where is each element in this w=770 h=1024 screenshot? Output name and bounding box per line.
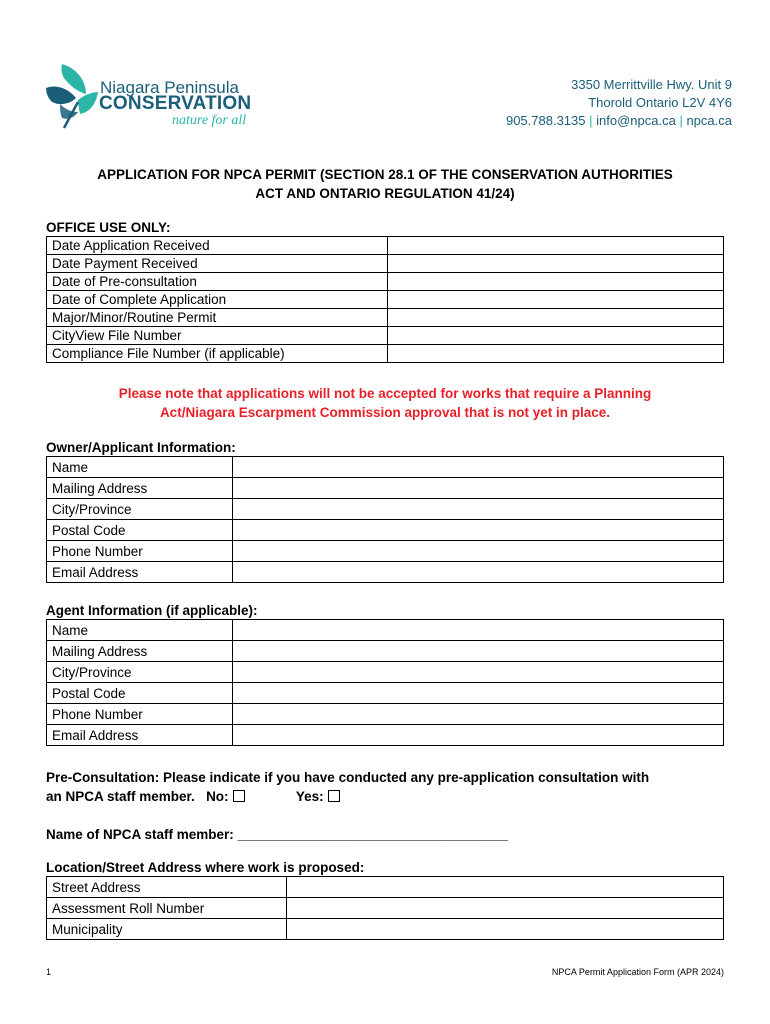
form-title <box>40 165 730 203</box>
agent-row-value-field[interactable] <box>233 620 724 641</box>
staff-name-field[interactable]: ____________________________________ <box>237 827 508 842</box>
agent-row <box>47 725 724 746</box>
agent-row-label: Mailing Address <box>47 641 233 662</box>
owner-row <box>47 520 724 541</box>
owner-row-value-field[interactable] <box>233 457 724 478</box>
agent-row <box>47 641 724 662</box>
org-name-line2: CONSERVATION <box>99 93 252 114</box>
agent-row <box>47 620 724 641</box>
tagline: nature for all <box>172 113 247 128</box>
staff-name-label: Name of NPCA staff member: <box>46 827 234 842</box>
agent-row-label: Phone Number <box>47 704 233 725</box>
agent-row-label: Email Address <box>47 725 233 746</box>
location-row-label: Street Address <box>47 877 287 898</box>
location-label: Location/Street Address where work is proposed: <box>46 860 365 875</box>
office-use-row-label: Date Payment Received <box>47 255 388 273</box>
agent-row-value-field[interactable] <box>233 683 724 704</box>
office-use-row-value-field[interactable] <box>388 255 724 273</box>
location-row-label: Municipality <box>47 919 287 940</box>
agent-row-value-field[interactable] <box>233 662 724 683</box>
location-row-value-field[interactable] <box>287 877 724 898</box>
contact-line: 905.788.3135 | info@npca.ca | npca.ca <box>505 113 732 128</box>
office-use-row-label: Date of Pre-consultation <box>47 273 388 291</box>
owner-row-label: City/Province <box>47 499 233 520</box>
owner-row-value-field[interactable] <box>233 499 724 520</box>
preconsult-question <box>46 768 649 806</box>
notice-line2: Act/Niagara Escarpment Commission approval that is not yet in place. <box>159 405 611 420</box>
agent-row-label: Name <box>47 620 233 641</box>
staff-name-row <box>46 825 508 844</box>
title-line1: APPLICATION FOR NPCA PERMIT (SECTION 28.1 OF THE CONSERVATION AUTHORITIES <box>97 167 673 182</box>
office-use-row-value-field[interactable] <box>388 291 724 309</box>
office-use-row-label: Date Application Received <box>47 237 388 255</box>
phone: 905.788.3135 <box>505 113 586 128</box>
agent-row-label: City/Province <box>47 662 233 683</box>
owner-row <box>47 478 724 499</box>
office-use-row-label: CityView File Number <box>47 327 388 345</box>
yes-checkbox[interactable] <box>328 790 340 802</box>
location-table <box>46 876 724 940</box>
planning-notice <box>40 384 730 422</box>
preconsult-line1: Pre-Consultation: Please indicate if you have conducted any pre-application consultation with <box>46 770 650 785</box>
agent-row <box>47 662 724 683</box>
owner-table <box>46 456 724 583</box>
office-use-row <box>47 291 724 309</box>
office-use-row-value-field[interactable] <box>388 273 724 291</box>
owner-row <box>47 562 724 583</box>
preconsult-line2: an NPCA staff member. No: Yes: <box>46 787 649 806</box>
page-number: 1 <box>46 967 52 977</box>
office-use-row <box>47 273 724 291</box>
owner-row-label: Email Address <box>47 562 233 583</box>
office-use-row <box>47 237 724 255</box>
agent-row <box>47 704 724 725</box>
office-use-row-label: Date of Complete Application <box>47 291 388 309</box>
agent-table <box>46 619 724 746</box>
agent-row-value-field[interactable] <box>233 641 724 662</box>
address-line2: Thorold Ontario L2V 4Y6 <box>588 95 732 110</box>
owner-row-label: Phone Number <box>47 541 233 562</box>
owner-row-value-field[interactable] <box>233 541 724 562</box>
website-link[interactable]: npca.ca <box>686 113 732 128</box>
agent-label: Agent Information (if applicable): <box>46 603 258 618</box>
office-use-row-value-field[interactable] <box>388 309 724 327</box>
owner-row-label: Mailing Address <box>47 478 233 499</box>
no-checkbox[interactable] <box>233 790 245 802</box>
title-line2: ACT AND ONTARIO REGULATION 41/24) <box>255 186 515 201</box>
office-use-label: OFFICE USE ONLY: <box>46 220 171 235</box>
office-use-row-label: Compliance File Number (if applicable) <box>47 345 388 363</box>
location-row <box>47 919 724 940</box>
address-line1: 3350 Merrittville Hwy. Unit 9 <box>571 77 732 92</box>
owner-label: Owner/Applicant Information: <box>46 440 236 455</box>
agent-row-label: Postal Code <box>47 683 233 704</box>
location-row-value-field[interactable] <box>287 919 724 940</box>
owner-row-value-field[interactable] <box>233 478 724 499</box>
owner-row <box>47 499 724 520</box>
owner-row-label: Postal Code <box>47 520 233 541</box>
org-name-line1: Niagara Peninsula <box>100 78 239 97</box>
location-row <box>47 877 724 898</box>
location-row <box>47 898 724 919</box>
form-id: NPCA Permit Application Form (APR 2024) <box>551 967 724 977</box>
office-use-row <box>47 327 724 345</box>
contact-block <box>506 76 732 130</box>
office-use-row-value-field[interactable] <box>388 345 724 363</box>
location-row-value-field[interactable] <box>287 898 724 919</box>
owner-row <box>47 541 724 562</box>
no-label: No: <box>206 789 229 804</box>
office-use-row <box>47 309 724 327</box>
office-use-row-value-field[interactable] <box>388 327 724 345</box>
office-use-row-value-field[interactable] <box>388 237 724 255</box>
email-link[interactable]: info@npca.ca <box>596 113 676 128</box>
agent-row-value-field[interactable] <box>233 704 724 725</box>
office-use-row <box>47 255 724 273</box>
owner-row-value-field[interactable] <box>233 562 724 583</box>
location-row-label: Assessment Roll Number <box>47 898 287 919</box>
owner-row-label: Name <box>47 457 233 478</box>
agent-row-value-field[interactable] <box>233 725 724 746</box>
office-use-row <box>47 345 724 363</box>
owner-row-value-field[interactable] <box>233 520 724 541</box>
agent-row <box>47 683 724 704</box>
office-use-row-label: Major/Minor/Routine Permit <box>47 309 388 327</box>
notice-line1: Please note that applications will not be accepted for works that require a Planning <box>118 386 652 401</box>
office-use-table <box>46 236 724 363</box>
yes-label: Yes: <box>295 789 324 804</box>
owner-row <box>47 457 724 478</box>
